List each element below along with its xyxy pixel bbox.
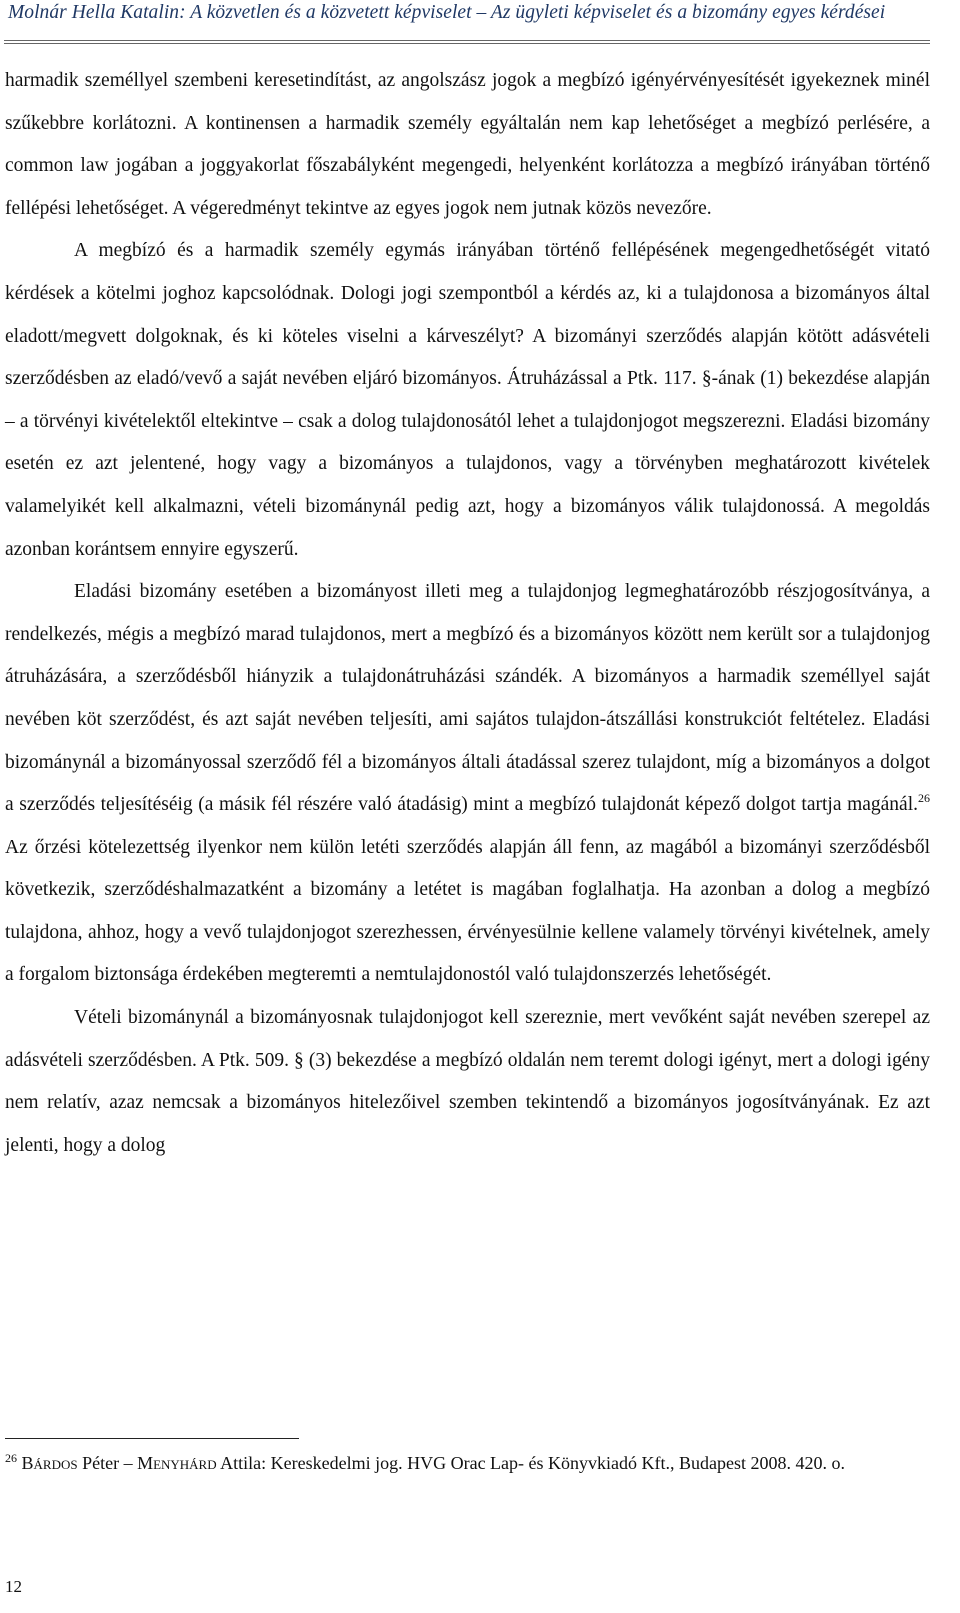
footnote-26 [5, 1450, 930, 1476]
paragraph-1: harmadik személlyel szembeni keresetindítást, az angolszász jogok a megbízó igényérvényesítését igyekeznek minél szűkebbre korlátozni. A kontinensen a harmadik személy egyáltalán nem kap lehetőséget a megbízó perlésére, a common law jogában a joggyakorlat főszabályként megengedi, helyenként korlátozza a megbízó irányában történő fellépési lehetőséget. A végeredményt tekintve az egyes jogok nem jutnak közös nevezőre. [5, 70, 930, 219]
main-text [5, 60, 930, 1167]
paragraph-4: Vételi bizománynál a bizományosnak tulajdonjogot kell szereznie, mert vevőként saját nevében szerepel az adásvételi szerződésben. A Ptk. 509. § (3) bekezdése a megbízó oldalán nem teremt dologi igényt, mert a dologi igény nem relatív, azaz nemcsak a bizományos hitelezőivel szemben tekintendő a bizományos jogosítványának. Ez azt jelenti, hogy a dolog [5, 1007, 930, 1156]
running-header [0, 2, 960, 42]
paragraph-2: A megbízó és a harmadik személy egymás irányában történő fellépésének megengedhetőségét vitató kérdések a kötelmi joghoz kapcsolódnak. Dologi jogi szempontból a kérdés az, ki a tulajdonosa a bizományos által eladott/megvett dolgoknak, és ki köteles viselni a kárveszélyt? A bizományi szerződés alapján kötött adásvételi szerződésben az eladó/vevő a saját nevében eljáró bizományos. Átruházással a Ptk. 117. §-ának (1) bekezdése alapján – a törvényi kivételektől eltekintve – csak a dolog tulajdonosától lehet a tulajdonjogot megszerezni. Eladási bizomány esetén ez azt jelentené, hogy vagy a bizományos a tulajdonos, vagy a törvényben meghatározott kivételek valamelyikét kell alkalmazni, vételi bizománynál pedig azt, hogy a bizományos válik tulajdonossá. A megoldás azonban korántsem ennyire egyszerű. [5, 240, 930, 560]
footnote-number: 26 [5, 1451, 17, 1465]
page-number: 12 [5, 1577, 22, 1596]
paragraph-3-text-a: Eladási bizomány esetében a bizományost illeti meg a tulajdonjog legmeghatározóbb részjogosítványa, a rendelkezés, mégis a megbízó marad tulajdonos, mert a megbízó és a bizományos között nem került sor a tulajdonjog átruházására, a szerződésből hiányzik a tulajdonátruházási szándék. A bizományos a harmadik személlyel saját nevében köt szerződést, és azt saját nevében teljesíti, ami sajátos tulajdon-átszállási konstrukciót feltételez. Eladási bizománynál a bizományossal szerződő fél a bizományos általi átadással szerez tulajdont, míg a bizományos a dolgot a szerződés teljesítéséig (a másik fél részére való átadásig) mint a megbízó tulajdonát képező dolgot tartja magánál. [5, 581, 930, 816]
footnote-given-1: Péter – [77, 1453, 138, 1473]
footnote-divider [5, 1438, 299, 1439]
paragraph-3-text-b: Az őrzési kötelezettség ilyenkor nem külön letéti szerződés alapján áll fenn, az magából a bizományi szerződésből következik, szerződéshalmazatként a bizomány a letétet is magában foglalhatja. Ha azonban a dolog a megbízó tulajdona, ahhoz, hogy a vevő tulajdonjogot szerezhessen, érvényesülnie kellene valamely törvényi kivételnek, amely a forgalom biztonsága érdekében megteremti a nemtulajdonostól való tulajdonszerzés lehetőségét. [5, 836, 930, 986]
footnote-author-2: Menyhárd [137, 1453, 217, 1473]
paragraph-3 [5, 571, 930, 997]
footnote-reference[interactable]: 26 [918, 791, 930, 806]
footnote-author-1: Bárdos [21, 1453, 78, 1473]
running-title: Molnár Hella Katalin: A közvetlen és a közvetett képviselet – Az ügyleti képviselet és a bizomány egyes kérdései [8, 2, 886, 23]
footnote-citation: Attila: Kereskedelmi jog. HVG Orac Lap- és Könyvkiadó Kft., Budapest 2008. 420. o. [216, 1453, 845, 1473]
header-divider [4, 40, 930, 44]
